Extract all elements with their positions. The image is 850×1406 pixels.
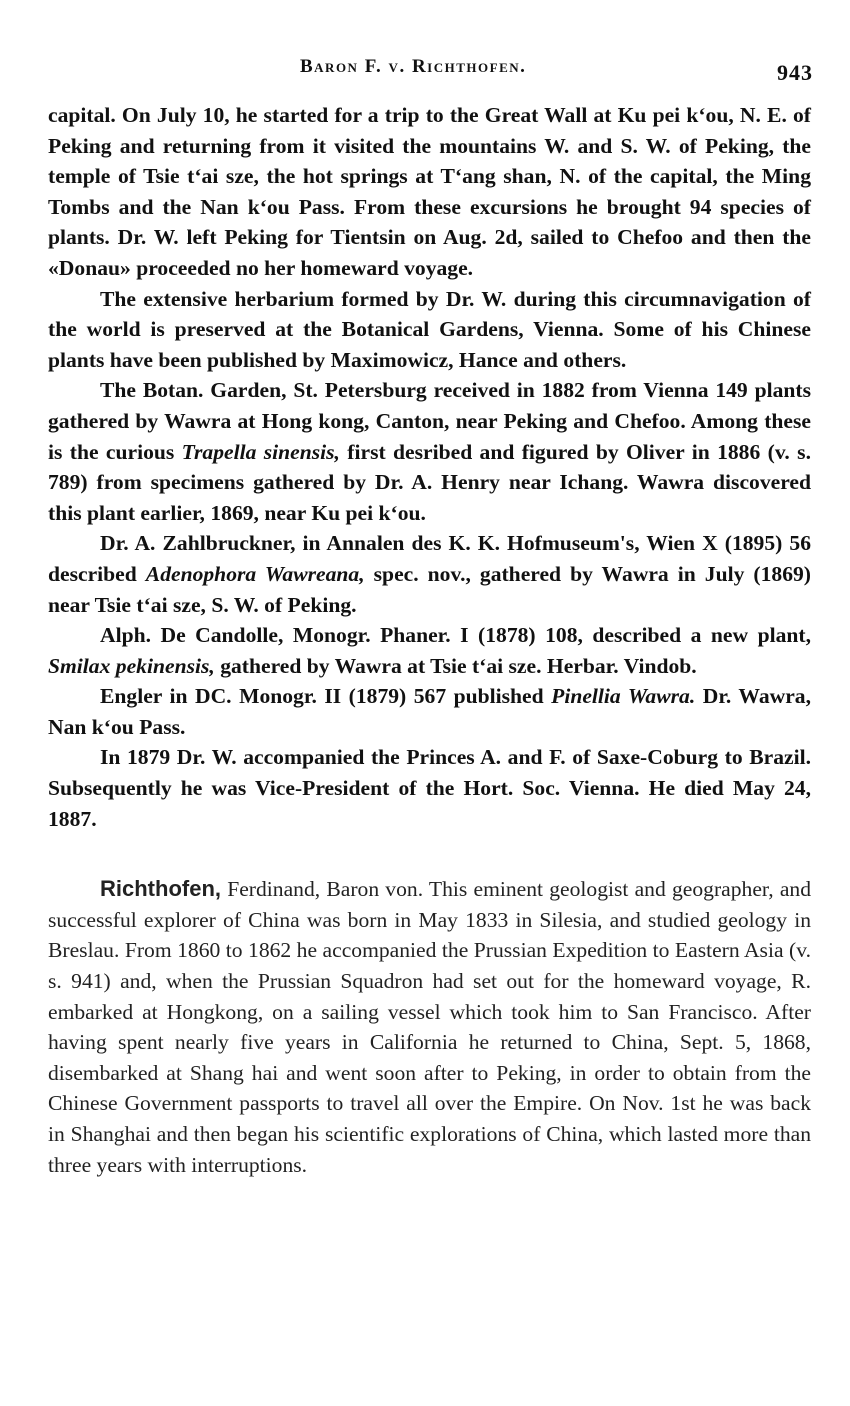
paragraph-2-text: The extensive herbarium formed by Dr. W. during this circumnavigation of the world is preserved at the Botanical Gardens, Vienna. Some of his Chinese plants have been published by Maximowicz, Hance and others.: [48, 286, 811, 372]
species-name-smilax: Smilax pekinensis,: [48, 653, 215, 678]
species-name-trapella: Trapella sinensis,: [181, 439, 340, 464]
biography-entry: [48, 874, 811, 1180]
paragraph-7-text: In 1879 Dr. W. accompanied the Princes A. and F. of Saxe-Coburg to Brazil. Subsequently he was Vice-President of the Hort. Soc. Vienna. He died May 24, 1887.: [48, 745, 811, 831]
paragraph-7: [48, 742, 811, 834]
paragraph-2: [48, 284, 811, 376]
species-name-adenophora: Adenophora Wawreana,: [145, 561, 365, 586]
paragraph-4: [48, 528, 811, 620]
paragraph-5-text-b: gathered by Wawra at Tsie tʻai sze. Herbar. Vindob.: [214, 653, 697, 678]
paragraph-5-text-a: Alph. De Candolle, Monogr. Phaner. I (1878) 108, described a new plant,: [100, 623, 811, 648]
paragraph-4-text-b: spec. nov., gathered by Wawra in July (1869) near Tsie tʻai sze, S. W. of Peking.: [48, 561, 811, 617]
paragraph-6-text-a: Engler in DC. Monogr. II (1879) 567 published: [100, 684, 552, 709]
species-name-pinellia: Pinellia Wawra.: [551, 684, 696, 709]
paragraph-3: [48, 375, 811, 528]
paragraph-3-text-b: first desribed and figured by Oliver in 1886 (v. s. 789) from specimens gathered by Dr. A. Henry near Ichang. Wawra discovered this plant earlier, 1869, near Ku pei kʻou.: [48, 439, 811, 525]
paragraph-1: [48, 100, 811, 284]
page-header: [48, 50, 813, 90]
paragraph-3-text-a: The Botan. Garden, St. Petersburg received in 1882 from Vienna 149 plants gathered by Wawra at Hong kong, Canton, near Peking and Chefoo. Among these is the curious: [48, 378, 811, 464]
entry-headword: Richthofen,: [100, 876, 221, 902]
paragraph-1-text: capital. On July 10, he started for a trip to the Great Wall at Ku pei kʻou, N. E. of Peking and returning from it visited the mountains W. and S. W. of Peking, the temple of Tsie tʻai sze, the hot springs at Tʻang shan, N. of the capital, the Ming Tombs and the Nan kʻou Pass. From these excursions he brought 94 species of plants. Dr. W. left Peking for Tientsin on Aug. 2d, sailed to Chefoo and then the «Donau» proceeded no her homeward voyage.: [48, 103, 811, 280]
paragraph-6: [48, 681, 811, 742]
paragraph-6-text-b: Dr. Wawra, Nan kʻou Pass.: [48, 684, 812, 739]
page-number: 943: [777, 60, 813, 85]
entry-separator: [48, 834, 811, 874]
paragraph-4-text-a: Dr. A. Zahlbruckner, in Annalen des K. K. Hofmuseum's, Wien X (1895) 56 described: [48, 531, 811, 586]
body-text: [48, 100, 811, 1180]
entry-text: Ferdinand, Baron von. This eminent geologist and geographer, and successful explorer of China was born in May 1833 in Silesia, and studied geology in Breslau. From 1860 to 1862 he accompanied the Prussian Expedition to Eastern Asia (v. s. 941) and, when the Prussian Squadron had set out for the homeward voyage, R. embarked at Hongkong, on a sailing vessel which took him to San Francisco. After having spent nearly five years in California he returned to China, Sept. 5, 1868, disembarked at Shang hai and went soon after to Peking, in order to obtain from the Chinese Government passports to travel all over the Empire. On Nov. 1st he was back in Shanghai and then began his scientific explorations of China, which lasted more than three years with interruptions.: [48, 877, 811, 1177]
paragraph-5: [48, 620, 811, 681]
running-head: Baron F. v. Richthofen.: [300, 56, 527, 77]
